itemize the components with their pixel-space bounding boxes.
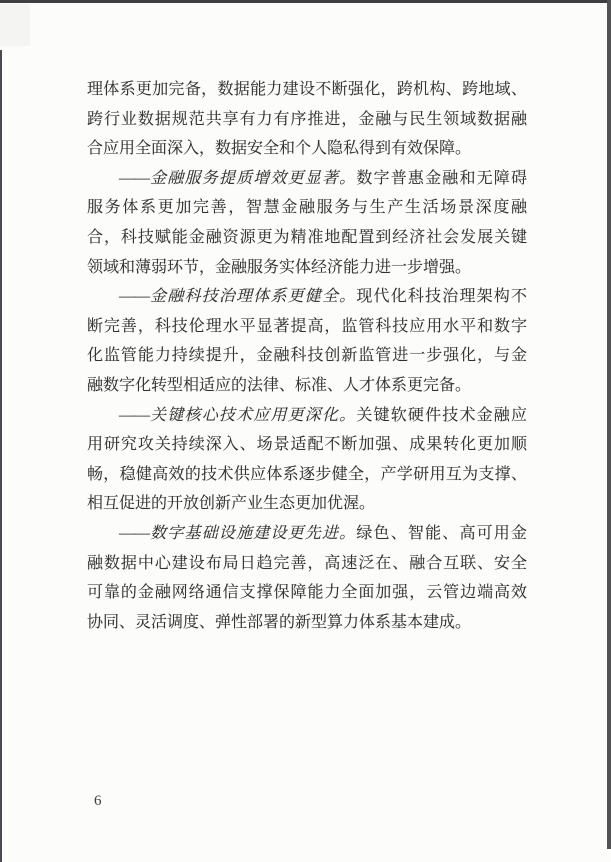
scan-edge-left — [0, 50, 2, 862]
paragraph-dash: —— — [119, 406, 149, 424]
body-line: 融数字化转型相适应的法律、标准、人才体系更完备。 — [87, 376, 472, 394]
scan-edge-top — [0, 0, 611, 3]
body-line: 可靠的金融网络通信支撑保障能力全面加强，云管边端高效 — [87, 584, 527, 602]
body-line: 合，科技赋能金融资源更为精准地配置到经济社会发展关键 — [87, 228, 527, 246]
body-line: 合应用全面深入，数据安全和个人隐私得到有效保障。 — [87, 140, 472, 158]
scan-edge-right — [607, 0, 611, 849]
paragraph-lead: 金融科技治理体系更健全。 — [149, 288, 357, 306]
body-line: 服务体系更加完善，智慧金融服务与生产生活场景深度融 — [87, 199, 527, 217]
paragraph — [87, 401, 527, 519]
body-line — [87, 164, 527, 194]
paragraph-dash: —— — [119, 288, 149, 306]
paragraph-dash: —— — [119, 524, 149, 542]
body-line: 畅，稳健高效的技术供应体系逐步健全，产学研用互为支撑、 — [87, 465, 527, 483]
body-line — [87, 401, 527, 431]
body-line: 相互促进的开放创新产业生态更加优渥。 — [87, 495, 376, 513]
paragraph-lead-rest: 现代化科技治理架构不 — [356, 288, 527, 306]
body-line: 用研究攻关持续深入、场景适配不断加强、成果转化更加顺 — [87, 436, 527, 454]
paragraph — [87, 164, 527, 282]
body-line: 融数据中心建设布局日趋完善，高速泛在、融合互联、安全 — [87, 554, 527, 572]
body-line: 断完善，科技伦理水平显著提高，监管科技应用水平和数字 — [87, 317, 527, 335]
paragraph-lead-rest: 关键软硬件技术金融应 — [356, 406, 527, 424]
body-line: 化监管能力持续提升，金融科技创新监管进一步强化，与金 — [87, 347, 527, 365]
body-line: 领域和薄弱环节，金融服务实体经济能力进一步增强。 — [87, 258, 472, 276]
document-body — [87, 75, 527, 637]
paragraph-lead: 数字基础设施建设更先进。 — [149, 524, 357, 542]
body-line: 跨行业数据规范共享有力有序推进，金融与民生领域数据融 — [87, 110, 527, 128]
body-line — [87, 282, 527, 312]
paragraph — [87, 519, 527, 637]
paragraph-lead: 关键核心技术应用更深化。 — [149, 406, 357, 424]
paragraph-lead-rest: 数字普惠金融和无障碍 — [356, 169, 527, 187]
body-line — [87, 519, 527, 549]
paragraph-lead-rest: 绿色、智能、高可用金 — [356, 524, 527, 542]
scan-corner-artifact — [0, 4, 30, 46]
page-number: 6 — [94, 793, 102, 809]
paragraph-dash: —— — [119, 169, 149, 187]
paragraph — [87, 282, 527, 400]
body-line: 理体系更加完备，数据能力建设不断强化，跨机构、跨地域、 — [87, 81, 527, 98]
body-line: 协同、灵活调度、弹性部署的新型算力体系基本建成。 — [87, 613, 472, 631]
paragraph-lead: 金融服务提质增效更显著。 — [149, 169, 357, 187]
paragraph — [87, 75, 527, 164]
